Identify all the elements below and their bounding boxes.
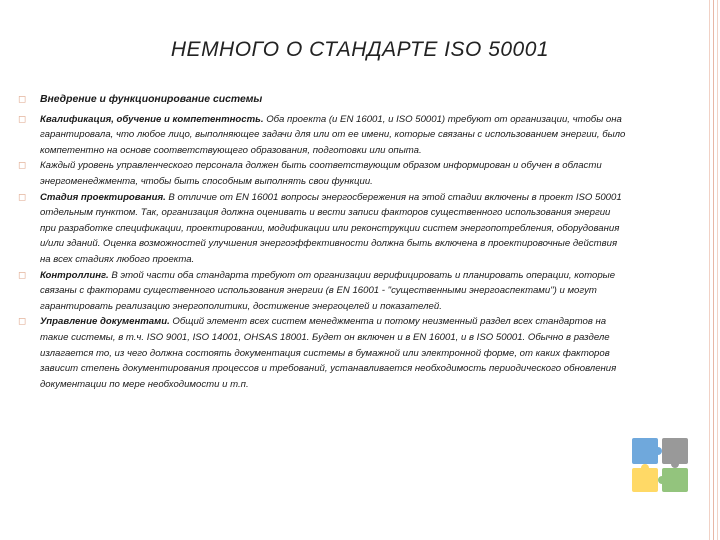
item-text: В отличие от EN 16001 вопросы энергосбережения на этой стадии включены в проект ISO 50001 отдельным пунктом. Так, организация должна оценивать и вести записи факторов существенного использования энергии при разработке спецификации, проектировании, модификации или реконструкции систем энергопотребления, оборудования и/или зданий. Оценка возможностей улучшения энергоэффективности должна быть включена в проектировочные действия на всех стадиях любого проекта. (40, 191, 622, 265)
bullet-icon: ◻ (18, 160, 27, 172)
bullet-icon: ◻ (18, 316, 27, 328)
item-text: Каждый уровень управленческого персонала должен быть соответствующим образом информирован и обучен в области энергоменеджмента, чтобы быть способным выполнять свои функции. (40, 160, 602, 187)
bullet-list (18, 92, 626, 392)
item-heading: Контроллинг. (40, 269, 109, 281)
slide-title: НЕМНОГО О СТАНДАРТЕ ISO 50001 (170, 38, 550, 61)
bullet-icon: ◻ (18, 94, 27, 105)
item-text: В этой части оба стандарта требуют от организации верифицировать и планировать операции, которые связаны с факторами существенного использования энергии (в EN 16001 - "существенными энергоаспектами") и могут гарантировать реализацию энергополитики, достижение энергоцелей и показателей. (40, 269, 616, 312)
bullet-icon: ◻ (18, 113, 27, 125)
item-text: Общий элемент всех систем менеджмента и потому неизменный раздел всех стандартов на такие системы, в т.ч. ISO 9001, ISO 14001, OHSAS 18001. Будет он включен и в EN 16001, и в ISO 50001. Обычно в разделе излагается то, из чего должна состоять документация системы в бумажной или электронной форме, от каких факторов зависит степень документирования процессов и требований, устанавливается необходимость периодического обновления документации по мере необходимости и т.п. (40, 316, 617, 390)
item-heading: Квалификация, обучение и компетентность. (40, 113, 264, 125)
bullet-icon: ◻ (18, 191, 27, 203)
item-heading: Управление документами. (40, 316, 170, 328)
frame-line (717, 0, 718, 540)
frame-line (713, 0, 714, 540)
list-item (18, 112, 626, 159)
item-heading: Стадия проектирования. (40, 191, 166, 203)
bullet-icon: ◻ (18, 269, 27, 281)
item-heading: Внедрение и функционирование системы (40, 94, 263, 105)
list-item (18, 92, 626, 108)
list-item (18, 190, 626, 268)
frame-line (709, 0, 710, 540)
item-text: Оба проекта (и EN 16001, и ISO 50001) требуют от организации, чтобы она гарантировала, что любое лицо, выполняющее задачи для или от ее имени, которые связаны с использованием энергии, было компетентно на основе соответствующего образования, подготовки или опыта. (40, 113, 626, 156)
list-item (18, 268, 626, 315)
puzzle-icon (628, 432, 692, 496)
list-item (18, 314, 626, 392)
list-item (18, 158, 626, 189)
